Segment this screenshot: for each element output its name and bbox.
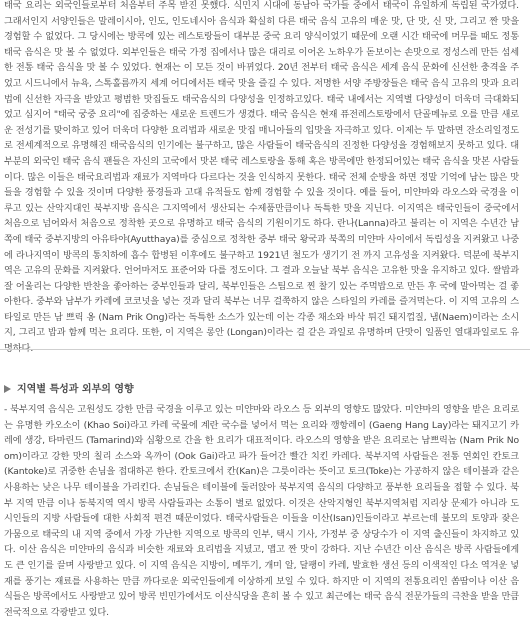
section-heading-text: 지역별 특성과 외부의 영향: [17, 384, 134, 395]
intro-paragraph: 태국 요리는 외국인들로부터 처음부터 주목 받진 못했다. 식민지 시대에 동남아 국가들 중에서 태국이 유일하게 독립된 국가였다. 그래서인지 서양인들은 말레이시아, 인도, 인도네시아 음식과 확실히 다른 태국 음식 고유의 매운 맛, 단 맛, 신 맛, 그리고 짠 맛을 경험할 수 없었다. 그 당시에는 방콕에 있는 레스토랑들이 대부분 중국 요리 양식이었기 때문에 오랜 시간 태국에 머무를 때도 정통 태국 음식은 맛 볼 수 없었다. 외부인들은 태국 가정 집에서나 많은 대리로 이어온 노하우가 돋보이는 손맛으로 정성스레 만든 섬세한 전통 태국 음식을 맛 볼 수 있었다. 현재는 이 모든 것이 바뀌었다. 20년 전부터 태국 음식은 세계 음식 문화에 신선한 충격을 주었고 시드니에서 뉴욕, 스톡홀름까지 세계 어디에서든 태국 맛을 즐길 수 있다. 저명한 서양 주방장들은 태국 음식 고유의 맛과 요리법에 신선한 자극을 받았고 평범한 맛집들도 태국음식의 다양성을 인정하고있다. 태국 내에서는 지역별 다양성이 더욱더 극대화되었고 심지어 "태국 궁중 요리"에 집중하는 새로운 트렌드가 생겼다. 태국 음식은 현재 퓨전레스토랑에서 단골메뉴로 오를 만큼 새로운 전성기를 맞이하고 있어 더욱더 다양한 요리법과 새로운 맛집 매니아들의 입맛을 자극하고 있다. 이제는 두 말하면 잔소리일정도로 전세계적으로 유명해진 태국음식의 인기에는 불구하고, 많은 사람들이 태국음식의 진정한 다양성을 경험해보지 못하고 있다. 대부분의 외국인 태국 음식 팬들은 자신의 고국에서 맛본 태국 레스토랑을 통해 혹은 방콕에만 한정되어있는 태국 음식을 맛본 사람들이다. 많은 이들은 태국요리법과 재료가 지역마다 다르다는 것을 인식하지 못한다. 태국 전체 순방을 하면 정말 기억에 남는 많은 맛들을 경험할 수 있을 것이며 다양한 풍경들과 고대 유적들도 함께 경험할 수 있을 것이다. 예를 들어, 미얀마와 라오스와 국경을 이루고 있는 산악지대인 북부지방 음식은 그지역에서 생산되는 수제품만큼이나 독특한 맛을 지닌다. 이지역은 태국인들이 중국에서 처음으로 넘어와서 처음으로 정착한 곳으로 유명하고 태국 음식의 기원이기도 하다. 란나(Lanna)라고 불리는 이 지역은 수년간 남쪽에 태국 중부지방의 아유타야(Ayutthaya)를 중심으로 정착한 중부 태국 왕국과 북쪽의 미얀마 사이에서 독립성을 지켜왔고 나중에 라나지역이 방콕의 통치하에 흡수 합병된 이후에도 불구하고 1921년 철도가 생기기 전 까지 고유성을 지켜왔다. 덕분에 북부지역은 고유의 문화를 지켜왔다. 언어마저도 표준어와 다를 정도이다. 그 결과 오늘날 북부 음식은 고유한 맛을 유지하고 있다. 쌀밥과 잘 어울리는 다양한 반찬을 좋아하는 중부인들과 달리, 북부인들은 스팀으로 찐 찰기 있는 주먹밥으로 만든 후 국에 말아먹는 걸 좋아한다. 중부와 남부가 카레에 코코넛을 넣는 것과 달리 북부는 너무 걸쭉하지 않은 스타일의 카레를 즐겨먹는다. 이 지역 고유의 스타일로 만든 남 쁘릭 옹 (Nam Prik Ong)라는 독특한 소스가 있는데 이는 각종 채소와 바삭 튀긴 돼지껍질, 냄(Naem)이라는 소시지, 그리고 밥과 함께 먹는 요리다. 또한, 이 지역은 롱안 (Longan)이라는 걸 같은 과일로 유명하며 단맛이 일품인 열대과일로도 유: [4, 0, 519, 339]
section-divider: [0, 349, 530, 350]
section-heading: [4, 380, 134, 395]
regional-paragraph: - 북부지역 음식은 고원성도 강한 만큼 국경을 이루고 있는 미얀마와 라오스 등 외부의 영향도 많았다. 미얀마의 영향을 받은 요리로는 유명한 카오소이 (Khao Soi)라고 카레 국물에 계란 국수를 넣어서 먹는 요리와 깽항레이 (Gaeng Hang Lay)라는 돼지고기 카레에 생강, 타마린드 (Tamarind)와 심황으로 간을 한 요리가 대표적이다. 라오스의 영향을 받은 요리로는 남쁘릭놈 (Nam Prik Noom)이라고 강한 맛의 칠리 소스와 옥까이 (Ook Gai)라고 파가 들어간 빨간 치킨 카레다. 북부지역 사람들은 전통 연회인 칸토크 (Kantoke)로 귀중한 손님을 접대하곤 한다. 칸토크에서 칸(Kan)은 그릇이라는 뜻이고 토크(Toke)는 가공하지 않은 테이블과 같은 사용하는 낮은 나무 테이블을 가리킨다. 손님들은 테이블에 둘러앉아 북부지역 음식의 다양하고 풍부한 요리들을 접할 수 있다. 북부 지역 만큼 이나 동북지역 역시 방콕 사람들과는 소통이 별로 없었다. 이것은 산악지형인 북부지역처럼 지리상 문제가 아니라 도시인들의 지방 사람들에 대한 사회적 편견 때문이었다. 태국사람들은 이들을 이산(Isan)인들이라고 부르는데 불모의 토양과 잦은 가뭄으로 태국의 내 지역 중에서 가장 가난한 지역으로 방콕의 인부, 택시 기사, 가정부 중 상당수가 이 지역 출신들이 차지하고 있다. 이산 음식은 미얀마의 음식과 비슷한 재료와 요리법을 지녔고, 맵고 짠 맛이 강하다. 지난 수년간 이산 음식은 방콕 사람들에게도 큰 인기를 끌며 사랑받고 있다. 이 지역 음식은 지방이, 메뚜기, 개미 알, 달팽이 카레, 발효한 생선 등의 이색적인 다소 역겨운 넣재를 풍기는 재료를 사용하는 만큼 까다로운 외국인들에게 이상하게 보일 수 있다. 하지만 이 지역의 전통요리인 쏨땀이나 이산 음식들은 방콕에서도 사랑받고 있어 방콕 빈민가에서도 이산식당을 흔히 볼 수 있고 최근에는 태국 음식 전문가들의 극찬을 받을 만큼 전국적으로 각광받고 있다.: [4, 404, 519, 618]
triangle-bullet-icon: [4, 385, 11, 393]
